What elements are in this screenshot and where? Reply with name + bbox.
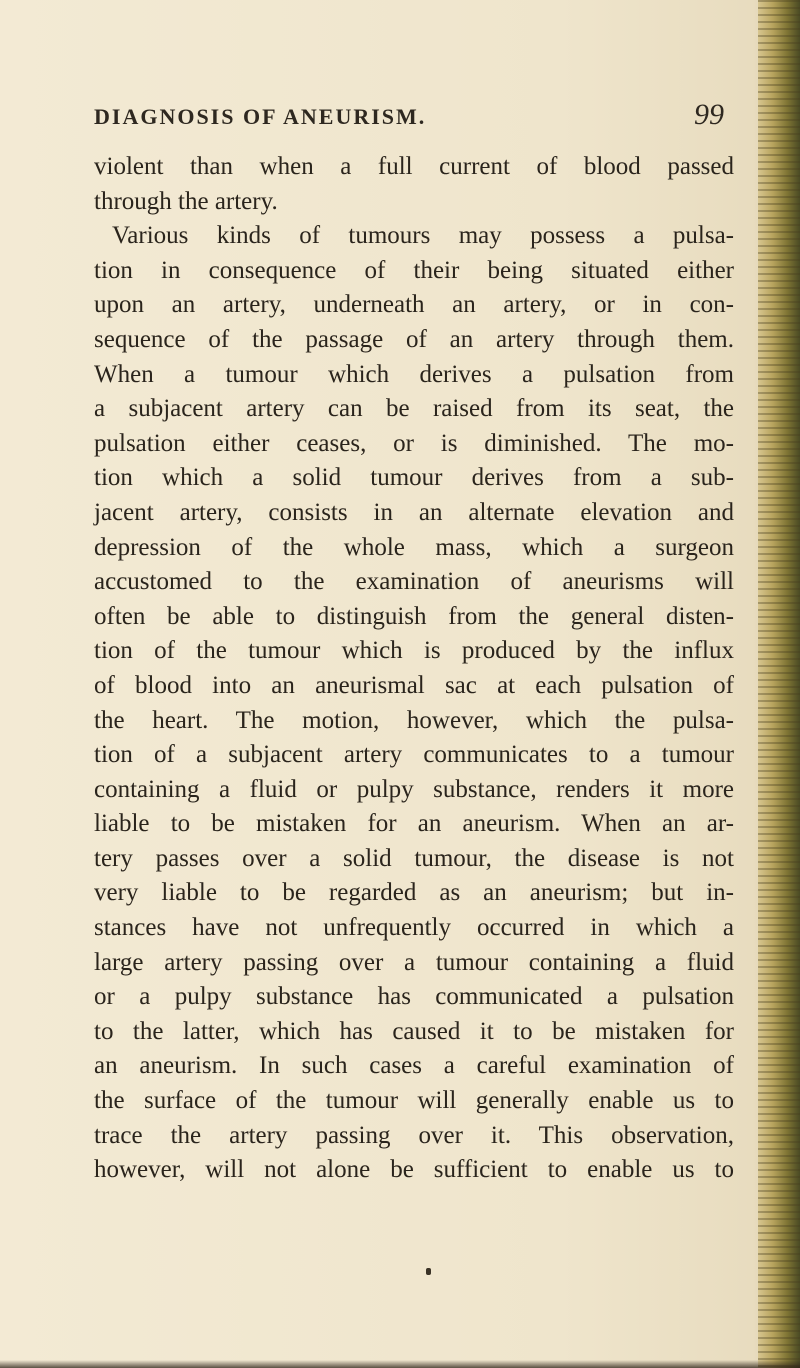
text-line-9: pulsation either ceases, or is diminished. The mo- xyxy=(94,429,734,457)
body-text xyxy=(94,150,734,1188)
text-line-22: very liable to be regarded as an aneurism; but in- xyxy=(94,879,734,907)
text-line-21: tery passes over a solid tumour, the disease is not xyxy=(94,844,734,872)
page-number: 99 xyxy=(694,98,724,131)
text-line-11: jacent artery, consists in an alternate elevation and xyxy=(94,498,734,526)
ink-mark xyxy=(426,1268,431,1275)
text-line-7: When a tumour which derives a pulsation from xyxy=(94,360,734,388)
text-line-23: stances have not unfrequently occurred in which a xyxy=(94,914,734,942)
running-head: DIAGNOSIS OF ANEURISM. xyxy=(94,104,427,129)
text-line-27: an aneurism. In such cases a careful examination of xyxy=(94,1052,734,1080)
text-line-4: tion in consequence of their being situated either xyxy=(94,256,734,284)
text-line-15: tion of the tumour which is produced by the influx xyxy=(94,637,734,665)
text-line-18: tion of a subjacent artery communicates to a tumour xyxy=(94,741,734,769)
text-line-5: upon an artery, underneath an artery, or in con- xyxy=(94,291,734,319)
text-line-6: sequence of the passage of an artery through them. xyxy=(94,325,734,353)
page-edge xyxy=(758,0,800,1368)
text-line-29: trace the artery passing over it. This observation, xyxy=(94,1121,734,1149)
text-line-2: through the artery. xyxy=(94,187,278,215)
text-line-20: liable to be mistaken for an aneurism. When an ar- xyxy=(94,810,734,838)
text-line-30: however, will not alone be sufficient to enable us to xyxy=(94,1156,734,1184)
text-line-3: Various kinds of tumours may possess a pulsa- xyxy=(112,222,734,250)
text-line-1: violent than when a full current of blood passed xyxy=(94,153,734,180)
text-line-28: the surface of the tumour will generally enable us to xyxy=(94,1087,734,1115)
text-line-19: containing a fluid or pulpy substance, renders it more xyxy=(94,775,734,803)
text-line-16: of blood into an aneurismal sac at each pulsation of xyxy=(94,671,734,699)
page-header xyxy=(94,100,724,142)
text-line-25: or a pulpy substance has communicated a pulsation xyxy=(94,983,734,1011)
text-line-12: depression of the whole mass, which a surgeon xyxy=(94,533,734,561)
text-line-8: a subjacent artery can be raised from its seat, the xyxy=(94,395,734,423)
text-line-24: large artery passing over a tumour containing a fluid xyxy=(94,948,734,976)
page-bottom-shadow xyxy=(0,1360,800,1368)
text-line-17: the heart. The motion, however, which the pulsa- xyxy=(94,706,734,734)
text-line-14: often be able to distinguish from the general disten- xyxy=(94,602,734,630)
text-line-26: to the latter, which has caused it to be mistaken for xyxy=(94,1017,734,1045)
text-line-13: accustomed to the examination of aneurisms will xyxy=(94,568,734,596)
text-line-10: tion which a solid tumour derives from a sub- xyxy=(94,464,734,492)
